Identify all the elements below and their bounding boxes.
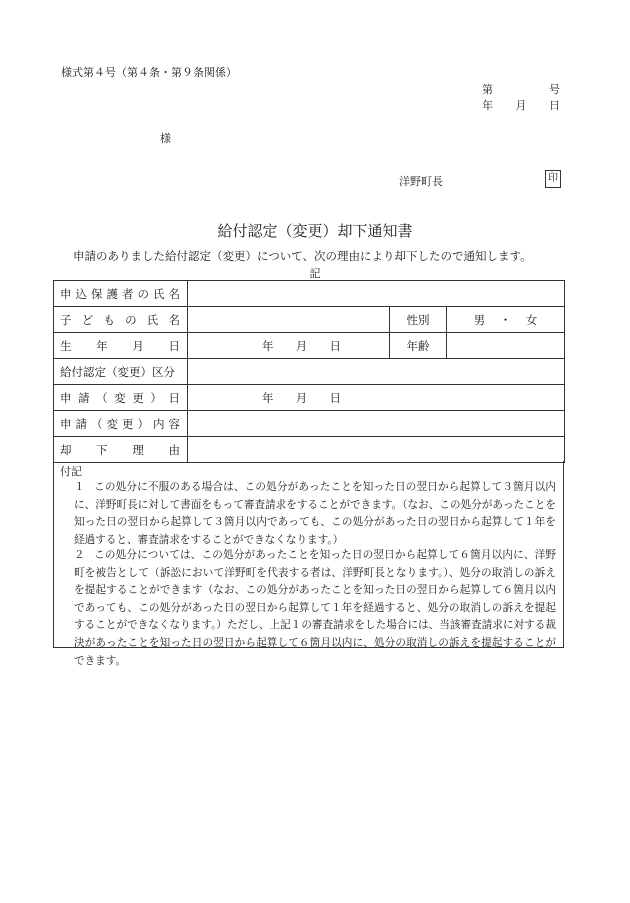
notes-heading: 付記 bbox=[60, 465, 82, 478]
birth-label-cell bbox=[54, 333, 188, 359]
apply-date-field[interactable] bbox=[188, 385, 565, 411]
document-number bbox=[482, 81, 560, 97]
note-text: この処分については、この処分があったことを知った日の翌日から起算して６箇月以内に、洋野町を被告として（訴訟において洋野町を代表する者は、洋野町長となります。）、処分の取消しの訴えを提起することができます（なお、この処分があったことを知った日の翌日から起算して６箇月以内であっても、この処分があった日の翌日から起算して１年を経過すると、処分の取消しの訴えを提起することができなくなります。）ただし、上記１の審査請求をした場合には、当該審査請求に対する裁決があったことを知った日の翌日から起算して６箇月以内に、処分の取消しの訴えを提起することができます。 bbox=[74, 549, 556, 667]
table-row-category bbox=[54, 359, 565, 385]
table-row-apply-date bbox=[54, 385, 565, 411]
guardian-name-field[interactable] bbox=[188, 281, 565, 307]
note-number: ２ bbox=[74, 549, 85, 561]
issue-year: 年 bbox=[482, 99, 493, 112]
intro-text: 申請のありました給付認定（変更）について、次の理由により却下したので通知します。 bbox=[73, 249, 532, 263]
age-field[interactable] bbox=[447, 333, 565, 359]
issue-day: 日 bbox=[549, 99, 560, 112]
ki-marker: 記 bbox=[309, 267, 321, 280]
note-number: １ bbox=[74, 481, 85, 493]
notes-section bbox=[53, 461, 564, 667]
number-go: 号 bbox=[549, 83, 560, 96]
apply-date-label: 申 請 （ 変 更 ） 日 bbox=[60, 390, 180, 405]
birth-year: 年 bbox=[262, 338, 274, 353]
guardian-label-cell bbox=[54, 281, 188, 307]
table-row-child bbox=[54, 307, 565, 333]
note-item bbox=[74, 547, 556, 670]
gender-female[interactable]: 女 bbox=[525, 312, 538, 327]
table-row-content bbox=[54, 411, 565, 437]
gender-label: 性別 bbox=[390, 307, 447, 333]
number-dai: 第 bbox=[482, 83, 493, 96]
gender-options[interactable] bbox=[447, 307, 565, 333]
birth-date-label: 生 年 月 日 bbox=[60, 338, 180, 353]
reason-label-cell bbox=[54, 437, 188, 463]
issuer-mayor: 洋野町長 bbox=[399, 175, 443, 188]
note-item bbox=[74, 479, 556, 549]
content-field[interactable] bbox=[188, 411, 565, 437]
birth-month: 月 bbox=[295, 338, 308, 353]
guardian-name-label: 申 込 保 護 者 の 氏 名 bbox=[60, 286, 180, 301]
issue-date bbox=[482, 97, 560, 113]
content-label-cell bbox=[54, 411, 188, 437]
apply-day: 日 bbox=[329, 390, 341, 405]
document-title: 給付認定（変更）却下通知書 bbox=[217, 222, 413, 240]
gender-separator: ・ bbox=[499, 312, 512, 327]
note-text: この処分に不服のある場合は、この処分があったことを知った日の翌日から起算して３箇月以内に、洋野町長に対して書面をもって審査請求をすることができます。（なお、この処分があったことを知った日の翌日から起算して３箇月以内であっても、この処分があった日の翌日から起算して１年を経過すると、審査請求をすることができなくなります。） bbox=[74, 481, 556, 546]
form-table bbox=[53, 280, 565, 463]
child-name-field[interactable] bbox=[188, 307, 390, 333]
form-number: 様式第４号（第４条・第９条関係） bbox=[61, 66, 237, 79]
age-label: 年齢 bbox=[390, 333, 447, 359]
seal-mark: 印 bbox=[545, 170, 561, 188]
gender-male[interactable]: 男 bbox=[473, 312, 486, 327]
apply-month: 月 bbox=[295, 390, 308, 405]
table-row-reason bbox=[54, 437, 565, 463]
apply-year: 年 bbox=[262, 390, 274, 405]
table-row-birth bbox=[54, 333, 565, 359]
issue-month: 月 bbox=[515, 99, 527, 112]
reason-label: 却 下 理 由 bbox=[60, 442, 180, 457]
birth-date-field[interactable] bbox=[188, 333, 390, 359]
birth-day: 日 bbox=[329, 338, 341, 353]
content-label: 申 請 （ 変 更 ） 内 容 bbox=[60, 416, 180, 431]
reason-field[interactable] bbox=[188, 437, 565, 463]
child-label-cell bbox=[54, 307, 188, 333]
child-name-label: 子 ど も の 氏 名 bbox=[60, 312, 180, 327]
category-field[interactable] bbox=[188, 359, 565, 385]
apply-date-label-cell bbox=[54, 385, 188, 411]
category-label: 給付認定（変更）区分 bbox=[54, 359, 188, 385]
table-row-guardian bbox=[54, 281, 565, 307]
recipient-suffix: 様 bbox=[160, 132, 171, 145]
